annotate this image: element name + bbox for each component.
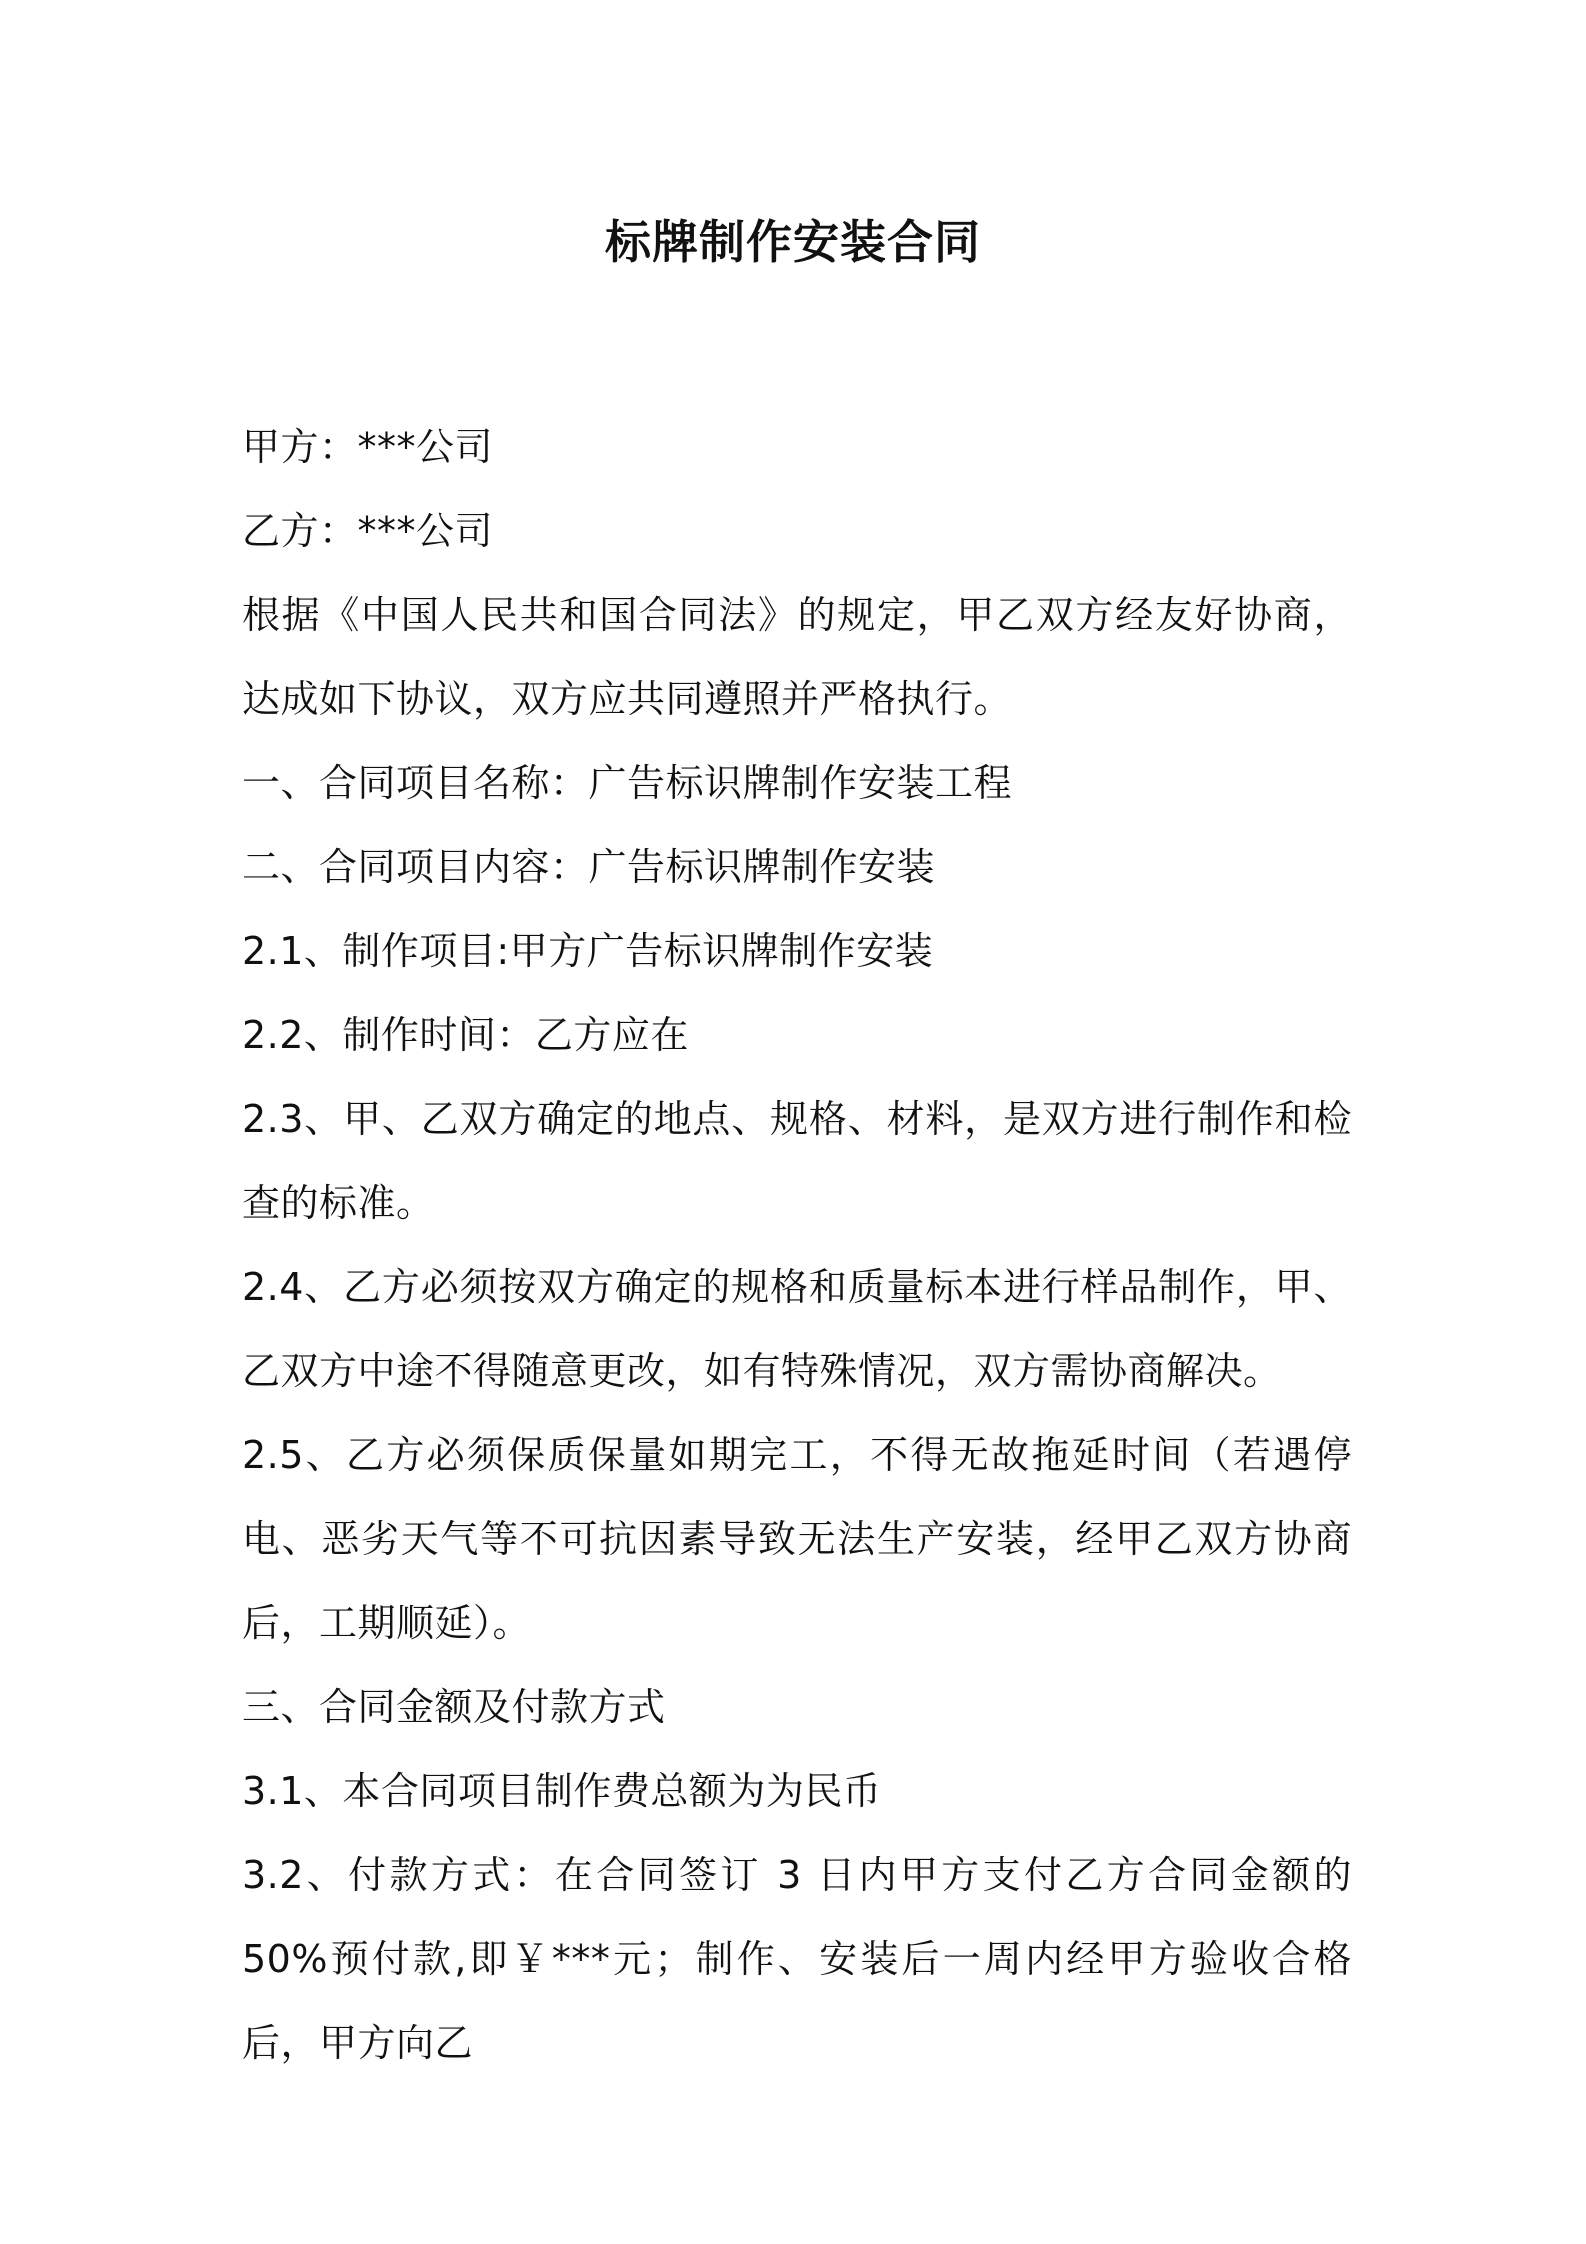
clause-2-2: 2.2、制作时间：乙方应在	[242, 1013, 689, 1057]
party-b-line: 乙方：***公司	[242, 509, 494, 553]
clause-2-4: 2.4、乙方必须按双方确定的规格和质量标本进行样品制作，甲、乙双方中途不得随意更改，如有特殊情况，双方需协商解决。	[242, 1265, 1352, 1393]
document-body	[242, 405, 1352, 2085]
clause-3-2: 3.2、付款方式：在合同签订 3 日内甲方支付乙方合同金额的 50%预付款,即￥***元；制作、安装后一周内经甲方验收合格后，甲方向乙	[242, 1853, 1352, 2065]
section-1-heading: 一、合同项目名称：广告标识牌制作安装工程	[242, 761, 1013, 805]
clause-3-1: 3.1、本合同项目制作费总额为为民币	[242, 1769, 882, 1813]
document-title: 标牌制作安装合同	[605, 215, 981, 269]
preamble-paragraph: 根据《中国人民共和国合同法》的规定，甲乙双方经友好协商，达成如下协议，双方应共同遵照并严格执行。	[242, 593, 1352, 721]
section-3-heading: 三、合同金额及付款方式	[242, 1685, 666, 1729]
party-a-line: 甲方：***公司	[242, 425, 494, 469]
clause-2-5: 2.5、乙方必须保质保量如期完工，不得无故拖延时间（若遇停电、恶劣天气等不可抗因素导致无法生产安装，经甲乙双方协商后，工期顺延）。	[242, 1433, 1352, 1645]
clause-2-1: 2.1、制作项目:甲方广告标识牌制作安装	[242, 929, 934, 973]
clause-2-3: 2.3、甲、乙双方确定的地点、规格、材料，是双方进行制作和检查的标准。	[242, 1097, 1352, 1225]
section-2-heading: 二、合同项目内容：广告标识牌制作安装	[242, 845, 936, 889]
